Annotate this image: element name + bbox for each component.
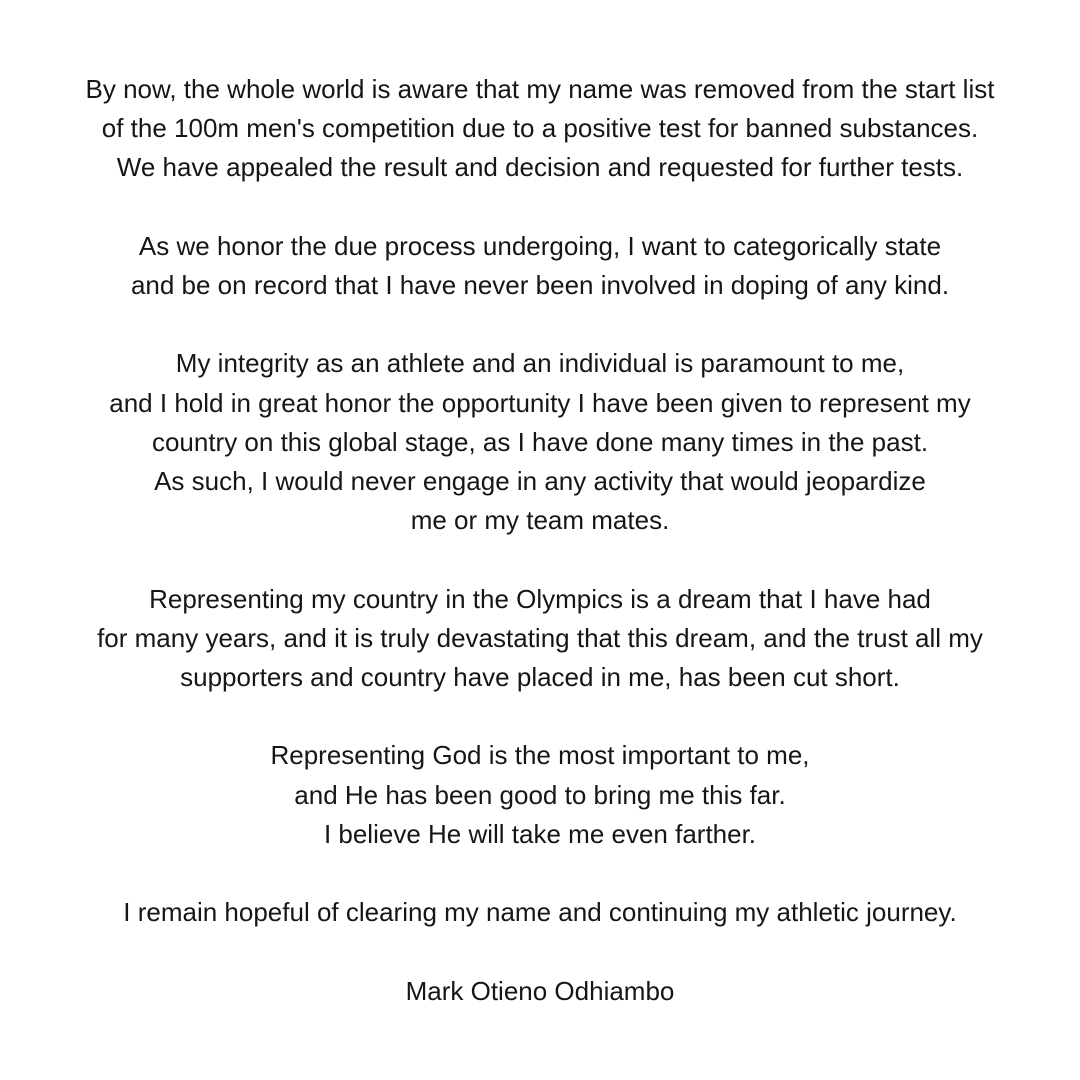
paragraph-disqualification — [0, 70, 1080, 188]
paragraph-hope — [0, 893, 1080, 932]
paragraph-olympic-dream — [0, 580, 1080, 698]
text-line: and be on record that I have never been involved in doping of any kind. — [130, 270, 950, 300]
text-line: country on this global stage, as I have done many times in the past. — [151, 426, 929, 457]
text-line: and He has been good to bring me this far. — [294, 779, 786, 810]
text-line: We have appealed the result and decision and requested for further tests. — [116, 152, 964, 183]
paragraph-integrity — [0, 344, 1080, 540]
paragraph-faith — [0, 736, 1080, 854]
paragraph-no-doping — [0, 227, 1080, 305]
signature: Mark Otieno Odhiambo — [405, 975, 675, 1006]
text-line: for many years, and it is truly devastating that this dream, and the trust all my — [97, 622, 983, 653]
statement-body — [0, 70, 1080, 1011]
text-line: As such, I would never engage in any activity that would jeopardize — [154, 466, 926, 496]
text-line: Representing my country in the Olympics is a dream that I have had — [149, 583, 931, 614]
text-line: By now, the whole world is aware that my name was removed from the start list — [85, 74, 995, 104]
text-line: I believe He will take me even farther. — [323, 818, 757, 849]
text-line: Representing God is the most important to me, — [270, 740, 810, 771]
text-line: I remain hopeful of clearing my name and continuing my athletic journey. — [123, 897, 957, 928]
text-line: supporters and country have placed in me, has been cut short. — [180, 662, 900, 692]
text-line: of the 100m men's competition due to a positive test for banned substances. — [101, 113, 979, 144]
text-line: My integrity as an athlete and an individual is paramount to me, — [175, 348, 905, 379]
text-line: As we honor the due process undergoing, I want to categorically state — [138, 230, 942, 261]
text-line: and I hold in great honor the opportunity I have been given to represent my — [109, 387, 971, 418]
text-line: me or my team mates. — [410, 505, 670, 536]
